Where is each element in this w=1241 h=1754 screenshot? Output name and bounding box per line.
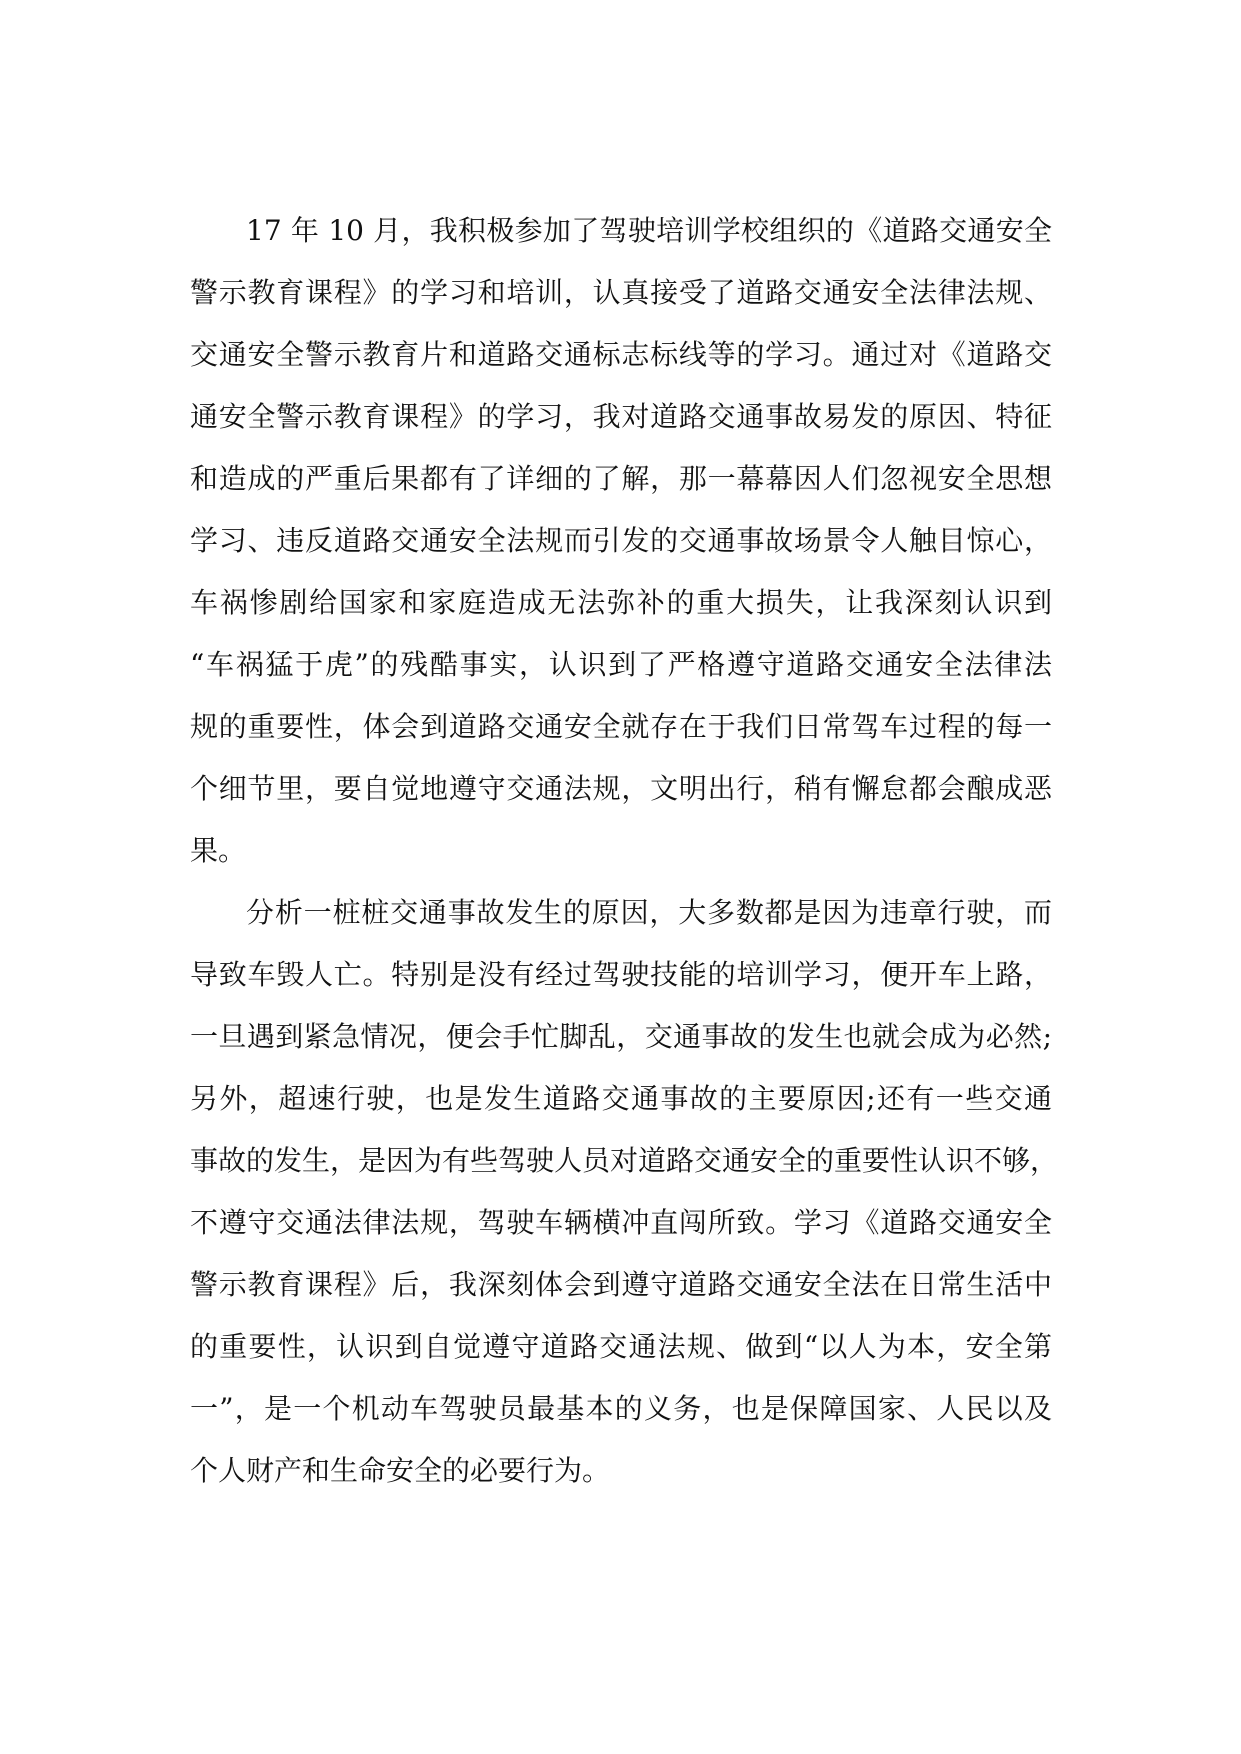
text-line: 导致车毁人亡。特别是没有经过驾驶技能的培训学习，便开车上路， xyxy=(190,958,1052,991)
text-line: 警示教育课程》的学习和培训，认真接受了道路交通安全法律法规、 xyxy=(190,276,1052,309)
text-line: 一”，是一个机动车驾驶员最基本的义务，也是保障国家、人民以及 xyxy=(190,1392,1052,1425)
text-line: 分析一桩桩交通事故发生的原因，大多数都是因为违章行驶，而 xyxy=(246,896,1052,929)
text-line: 17 年 10 月，我积极参加了驾驶培训学校组织的《道路交通安全 xyxy=(246,214,1052,247)
paragraph-2 xyxy=(190,882,1059,1502)
text-line: 事故的发生，是因为有些驾驶人员对道路交通安全的重要性认识不够， xyxy=(190,1144,1059,1177)
text-line: “车祸猛于虎”的残酷事实，认识到了严格遵守道路交通安全法律法 xyxy=(190,648,1052,681)
text-line: 规的重要性，体会到道路交通安全就存在于我们日常驾车过程的每一 xyxy=(190,710,1052,743)
text-line: 的重要性，认识到自觉遵守道路交通法规、做到“以人为本，安全第 xyxy=(190,1330,1052,1363)
text-line: 通安全警示教育课程》的学习，我对道路交通事故易发的原因、特征 xyxy=(190,400,1052,433)
text-line: 个细节里，要自觉地遵守交通法规，文明出行，稍有懈怠都会酿成恶 xyxy=(190,772,1052,805)
text-line: 车祸惨剧给国家和家庭造成无法弥补的重大损失，让我深刻认识到 xyxy=(190,586,1052,619)
paragraph-1 xyxy=(190,200,1052,882)
text-line: 不遵守交通法律法规，驾驶车辆横冲直闯所致。学习《道路交通安全 xyxy=(190,1206,1052,1239)
document-body xyxy=(190,200,1059,1502)
text-line: 交通安全警示教育片和道路交通标志标线等的学习。通过对《道路交 xyxy=(190,338,1052,371)
text-line: 警示教育课程》后，我深刻体会到遵守道路交通安全法在日常生活中 xyxy=(190,1268,1052,1301)
text-line: 另外，超速行驶，也是发生道路交通事故的主要原因;还有一些交通 xyxy=(190,1082,1052,1115)
text-line: 一旦遇到紧急情况，便会手忙脚乱，交通事故的发生也就会成为必然; xyxy=(190,1020,1052,1053)
text-line: 个人财产和生命安全的必要行为。 xyxy=(190,1454,611,1487)
text-line: 学习、违反道路交通安全法规而引发的交通事故场景令人触目惊心， xyxy=(190,524,1052,557)
text-line: 和造成的严重后果都有了详细的了解，那一幕幕因人们忽视安全思想 xyxy=(190,462,1052,495)
text-line: 果。 xyxy=(190,834,247,867)
